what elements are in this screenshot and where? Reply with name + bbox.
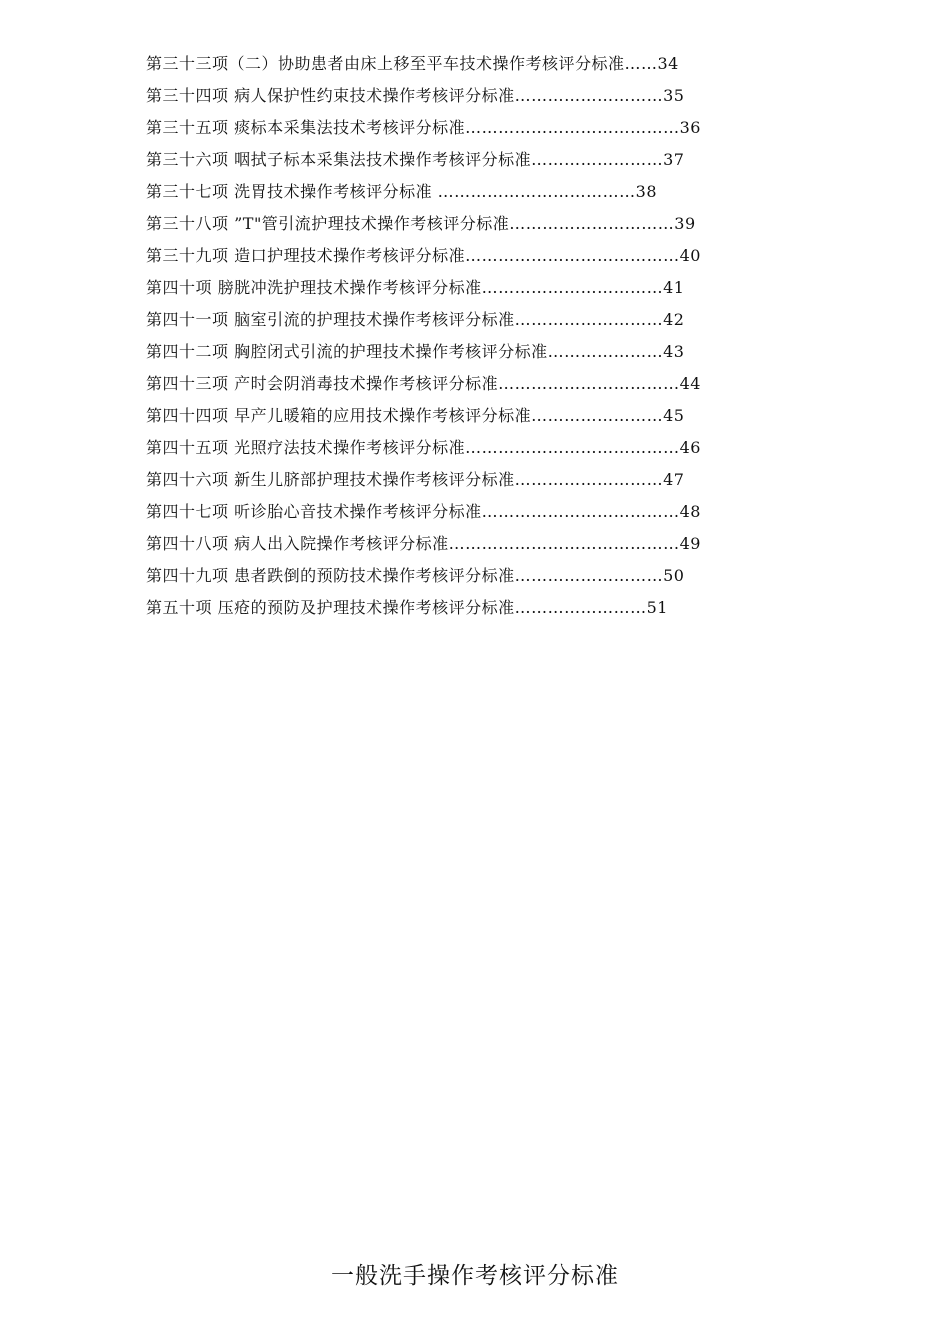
toc-entry-text: 第四十五项 光照疗法技术操作考核评分标准…………………………………46 [146,438,701,457]
toc-entry [146,560,701,592]
toc-entry [146,400,701,432]
toc-entry-text: 第三十四项 病人保护性约束技术操作考核评分标准………………………35 [146,86,685,105]
toc-entry [146,464,701,496]
toc-entry [146,592,701,624]
toc-entry [146,176,701,208]
toc-entry [146,496,701,528]
toc-entry [146,48,701,80]
toc-entry-text: 第四十三项 产时会阴消毒技术操作考核评分标准……………………………44 [146,374,701,393]
toc-entry-text: 第五十项 压疮的预防及护理技术操作考核评分标准……………………51 [146,598,668,617]
toc-entry [146,528,701,560]
toc-entry-text: 第四十四项 早产儿暖箱的应用技术操作考核评分标准……………………45 [146,406,685,425]
toc-entry-text: 第四十八项 病人出入院操作考核评分标准……………………………………49 [146,534,701,553]
toc-entry-text: 第三十五项 痰标本采集法技术考核评分标准…………………………………36 [146,118,701,137]
toc-entry-text: 第四十项 膀胱冲洗护理技术操作考核评分标准……………………………41 [146,278,685,297]
toc-entry-text: 第四十六项 新生儿脐部护理技术操作考核评分标准………………………47 [146,470,685,489]
toc-entry-text: 第三十六项 咽拭子标本采集法技术操作考核评分标准……………………37 [146,150,685,169]
toc-entry-text: 第四十九项 患者跌倒的预防技术操作考核评分标准………………………50 [146,566,685,585]
toc-entry [146,208,701,240]
toc-entry-text: 第三十八项 ”T"管引流护理技术操作考核评分标准…………………………39 [146,214,696,233]
toc-entry [146,304,701,336]
toc-entry [146,272,701,304]
toc-entry [146,336,701,368]
toc-entry-text: 第三十七项 洗胃技术操作考核评分标准 ………………………………38 [146,182,658,201]
toc-entry [146,80,701,112]
toc-entry [146,144,701,176]
toc-entry [146,112,701,144]
toc-entry-text: 第三十九项 造口护理技术操作考核评分标准…………………………………40 [146,246,701,265]
section-title: 一般洗手操作考核评分标准 [331,1263,619,1289]
toc-entry-text: 第三十三项（二）协助患者由床上移至平车技术操作考核评分标准……34 [146,54,679,73]
toc-entry [146,432,701,464]
toc-entry [146,368,701,400]
toc-entry-text: 第四十七项 听诊胎心音技术操作考核评分标准………………………………48 [146,502,701,521]
table-of-contents [146,48,701,624]
toc-entry-text: 第四十一项 脑室引流的护理技术操作考核评分标准………………………42 [146,310,685,329]
toc-entry-text: 第四十二项 胸腔闭式引流的护理技术操作考核评分标准…………………43 [146,342,685,361]
toc-entry [146,240,701,272]
